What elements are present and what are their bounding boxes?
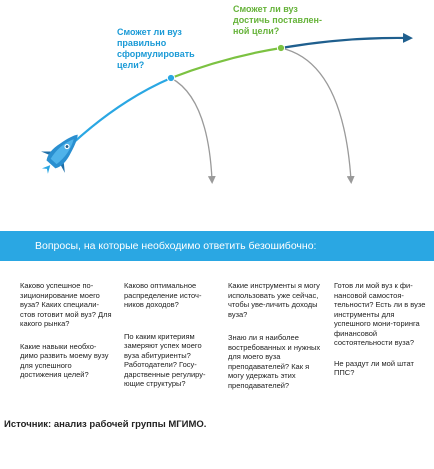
path-dark-segment: [281, 38, 408, 48]
questions-column-3: [228, 281, 322, 390]
column-1-question-1: Каково успешное по-зиционирование моего вуза? Каких специали-стов готовит мой вуз? Для какого рынка?: [20, 281, 112, 328]
question-achieve-goals: Сможет ли вуз достичь поставлен-ной цели?: [233, 4, 322, 36]
questions-banner: [0, 231, 434, 261]
banner-title: Вопросы, на которые необходимо ответить безошибочно:: [35, 240, 317, 252]
trajectory-diagram: [0, 0, 434, 232]
column-2-question-1: Каково оптимальное распределение источ-ников доходов?: [124, 281, 202, 309]
column-4-question-2: Не раздут ли мой штат ППС?: [334, 358, 414, 377]
milestone-dot-2: [277, 44, 284, 51]
questions-column-2: [124, 281, 216, 389]
questions-column-1: [20, 281, 112, 380]
column-4-question-1: Готов ли мой вуз к фи-нансовой самостоя-тельности? Есть ли в вузе инструменты для успешного мони-торинга финансовой состоятельности вуза?: [334, 281, 426, 347]
column-3-question-2: Знаю ли я наиболее востребованных и нужных для моего вуза преподавателей? Как я могу удержать этих преподавателей?: [228, 333, 321, 390]
questions-column-4: [334, 281, 426, 378]
rocket-icon: [33, 124, 90, 182]
drop-arrow-2: [281, 48, 351, 180]
source-note: Источник: анализ рабочей группы МГИМО.: [4, 419, 207, 430]
path-blue-segment: [72, 78, 171, 144]
column-3-question-1: Какие инструменты я могу использовать уже сейчас, чтобы уве-личить доходы вуза?: [228, 281, 320, 319]
question-formulate-goals: Сможет ли вуз правильно сформулировать цели?: [117, 27, 195, 70]
column-1-question-2: Какие навыки необхо-димо развить моему вузу для успешного достижения целей?: [20, 341, 109, 379]
column-2-question-2: По каким критериям замеряют успех моего вуза абитуриенты? Работодатели? Госу-дарственные регулиру-ющие структуры?: [124, 331, 206, 388]
drop-arrow-1: [171, 78, 212, 180]
milestone-dot-1: [167, 74, 174, 81]
